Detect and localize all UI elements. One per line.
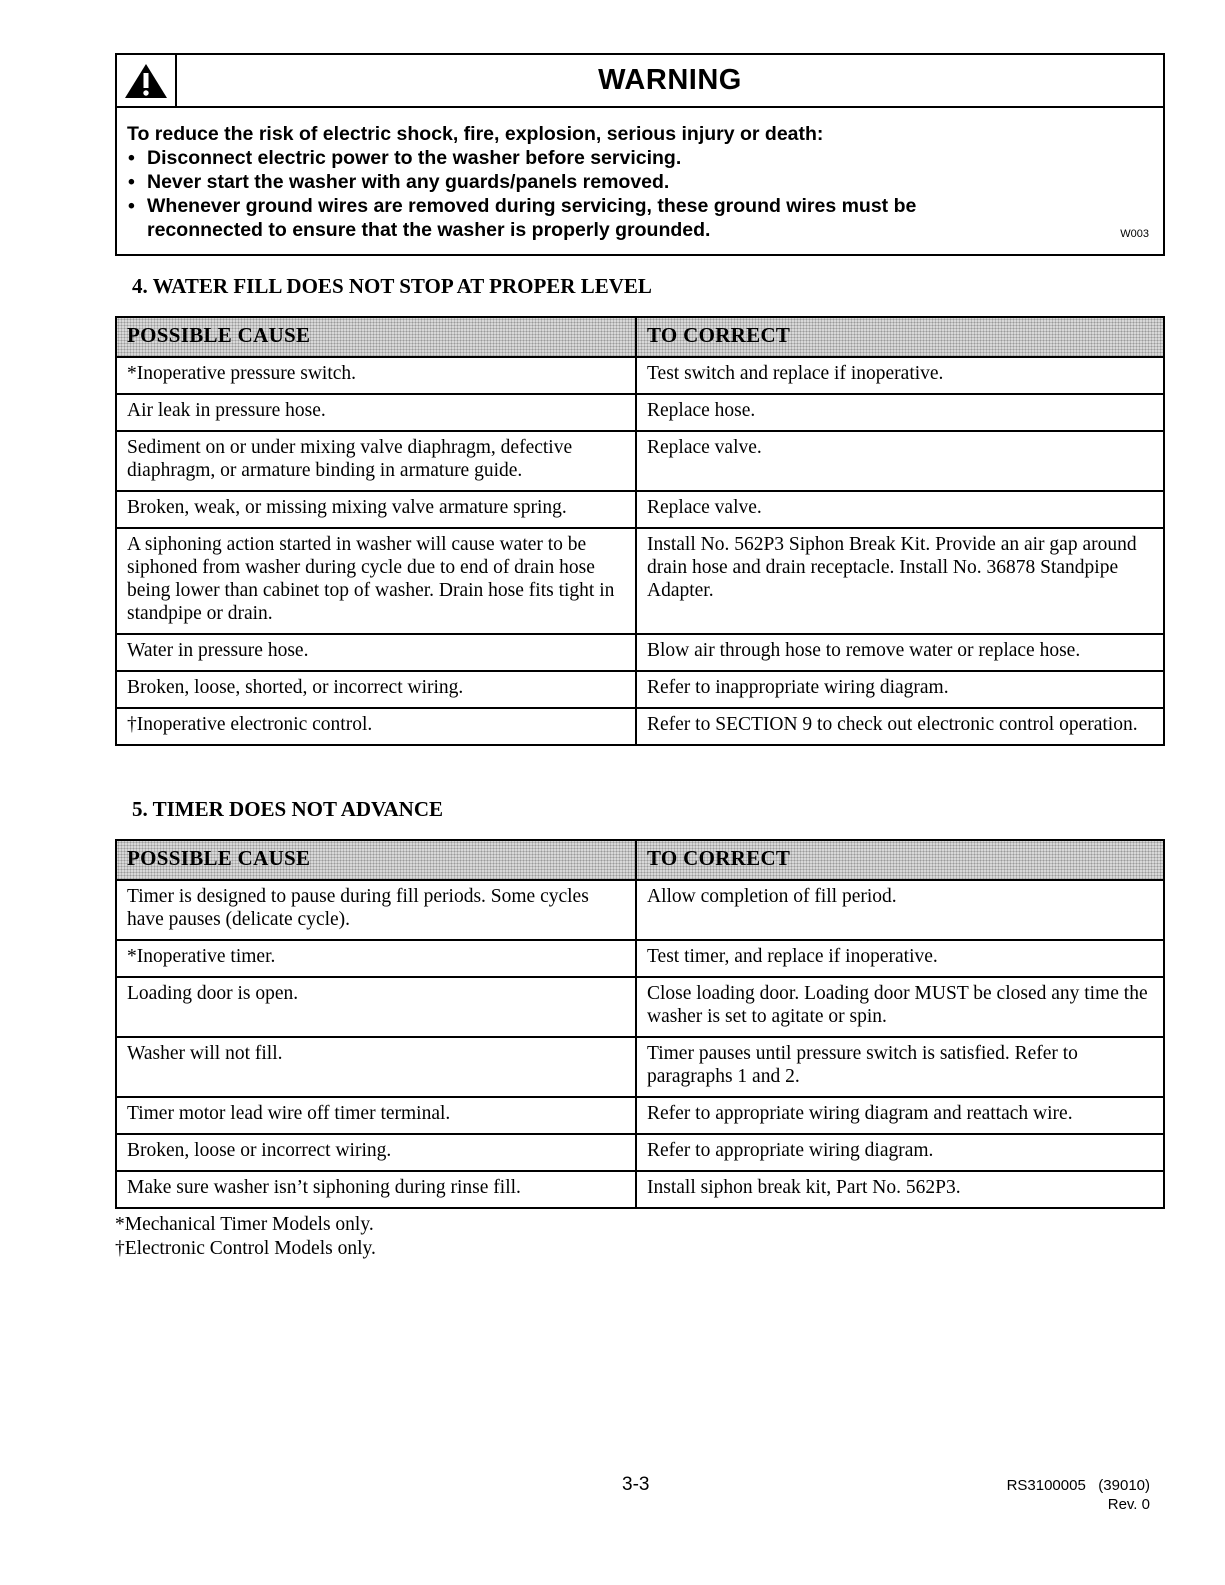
section-5-table [115,839,1165,1209]
correct-cell: Test timer, and replace if inoperative. [636,940,1164,977]
cause-cell: Broken, loose, shorted, or incorrect wiring. [116,671,636,708]
header-possible-cause: POSSIBLE CAUSE [116,840,636,880]
table-row [116,708,1164,745]
correct-cell: Refer to inappropriate wiring diagram. [636,671,1164,708]
correct-cell: Close loading door. Loading door MUST be closed any time the washer is set to agitate or spin. [636,977,1164,1037]
correct-cell: Test switch and replace if inoperative. [636,357,1164,394]
table-row [116,394,1164,431]
cause-cell: Broken, weak, or missing mixing valve armature spring. [116,491,636,528]
table-row [116,1037,1164,1097]
table-header-row [116,840,1164,880]
correct-cell: Allow completion of fill period. [636,880,1164,940]
warning-body [127,122,1147,242]
correct-cell: Replace valve. [636,431,1164,491]
table-row [116,431,1164,491]
cause-cell: Sediment on or under mixing valve diaphragm, defective diaphragm, or armature binding in armature guide. [116,431,636,491]
table-row [116,671,1164,708]
warning-bullet: • Disconnect electric power to the washer before servicing. [127,146,1147,170]
cause-cell: *Inoperative timer. [116,940,636,977]
document-code: RS3100005 (39010) [1006,1477,1150,1494]
table-row [116,977,1164,1037]
cause-cell: Loading door is open. [116,977,636,1037]
table-row [116,940,1164,977]
warning-header [117,55,1163,108]
cause-cell: Water in pressure hose. [116,634,636,671]
footnotes [115,1213,376,1261]
warning-code: W003 [1120,228,1149,240]
warning-bullet: • Never start the washer with any guards/panels removed. [127,170,1147,194]
header-to-correct: TO CORRECT [636,317,1164,357]
cause-cell: A siphoning action started in washer will cause water to be siphoned from washer during cycle due to end of drain hose being lower than cabinet top of washer. Drain hose fits tight in standpipe or drain. [116,528,636,634]
table-row [116,634,1164,671]
warning-icon-cell [117,55,177,106]
correct-cell: Install No. 562P3 Siphon Break Kit. Provide an air gap around drain hose and drain receptacle. Install No. 36878 Standpipe Adapter. [636,528,1164,634]
table-row [116,1134,1164,1171]
warning-triangle-icon [123,62,169,100]
footnote-mechanical: *Mechanical Timer Models only. [115,1214,374,1235]
cause-cell: *Inoperative pressure switch. [116,357,636,394]
section-4-table [115,316,1165,746]
header-to-correct: TO CORRECT [636,840,1164,880]
correct-cell: Blow air through hose to remove water or replace hose. [636,634,1164,671]
table-header-row [116,317,1164,357]
table-row [116,880,1164,940]
cause-cell: Make sure washer isn’t siphoning during rinse fill. [116,1171,636,1208]
table-row [116,1171,1164,1208]
cause-cell: Air leak in pressure hose. [116,394,636,431]
table-row [116,1097,1164,1134]
cause-cell: Timer is designed to pause during fill periods. Some cycles have pauses (delicate cycle). [116,880,636,940]
table-row [116,357,1164,394]
warning-title: WARNING [598,64,742,96]
cause-cell: Broken, loose or incorrect wiring. [116,1134,636,1171]
warning-box [115,53,1165,256]
warning-bullet: • Whenever ground wires are removed during servicing, these ground wires must be reconnected to ensure that the washer is properly grounded. [127,194,1027,242]
correct-cell: Refer to appropriate wiring diagram and reattach wire. [636,1097,1164,1134]
correct-cell: Timer pauses until pressure switch is satisfied. Refer to paragraphs 1 and 2. [636,1037,1164,1097]
page-number: 3-3 [622,1474,650,1495]
section-5-title: 5. TIMER DOES NOT ADVANCE [132,797,443,821]
footnote-electronic: †Electronic Control Models only. [115,1238,376,1259]
cause-cell: †Inoperative electronic control. [116,708,636,745]
correct-cell: Replace valve. [636,491,1164,528]
header-possible-cause: POSSIBLE CAUSE [116,317,636,357]
table-row [116,491,1164,528]
correct-cell: Replace hose. [636,394,1164,431]
section-4-title: 4. WATER FILL DOES NOT STOP AT PROPER LEVEL [132,274,652,298]
table-row [116,528,1164,634]
cause-cell: Washer will not fill. [116,1037,636,1097]
revision: Rev. 0 [1107,1496,1150,1513]
cause-cell: Timer motor lead wire off timer terminal. [116,1097,636,1134]
correct-cell: Refer to appropriate wiring diagram. [636,1134,1164,1171]
correct-cell: Install siphon break kit, Part No. 562P3. [636,1171,1164,1208]
warning-intro: To reduce the risk of electric shock, fire, explosion, serious injury or death: [127,123,824,145]
document-id [1007,1476,1150,1514]
correct-cell: Refer to SECTION 9 to check out electronic control operation. [636,708,1164,745]
